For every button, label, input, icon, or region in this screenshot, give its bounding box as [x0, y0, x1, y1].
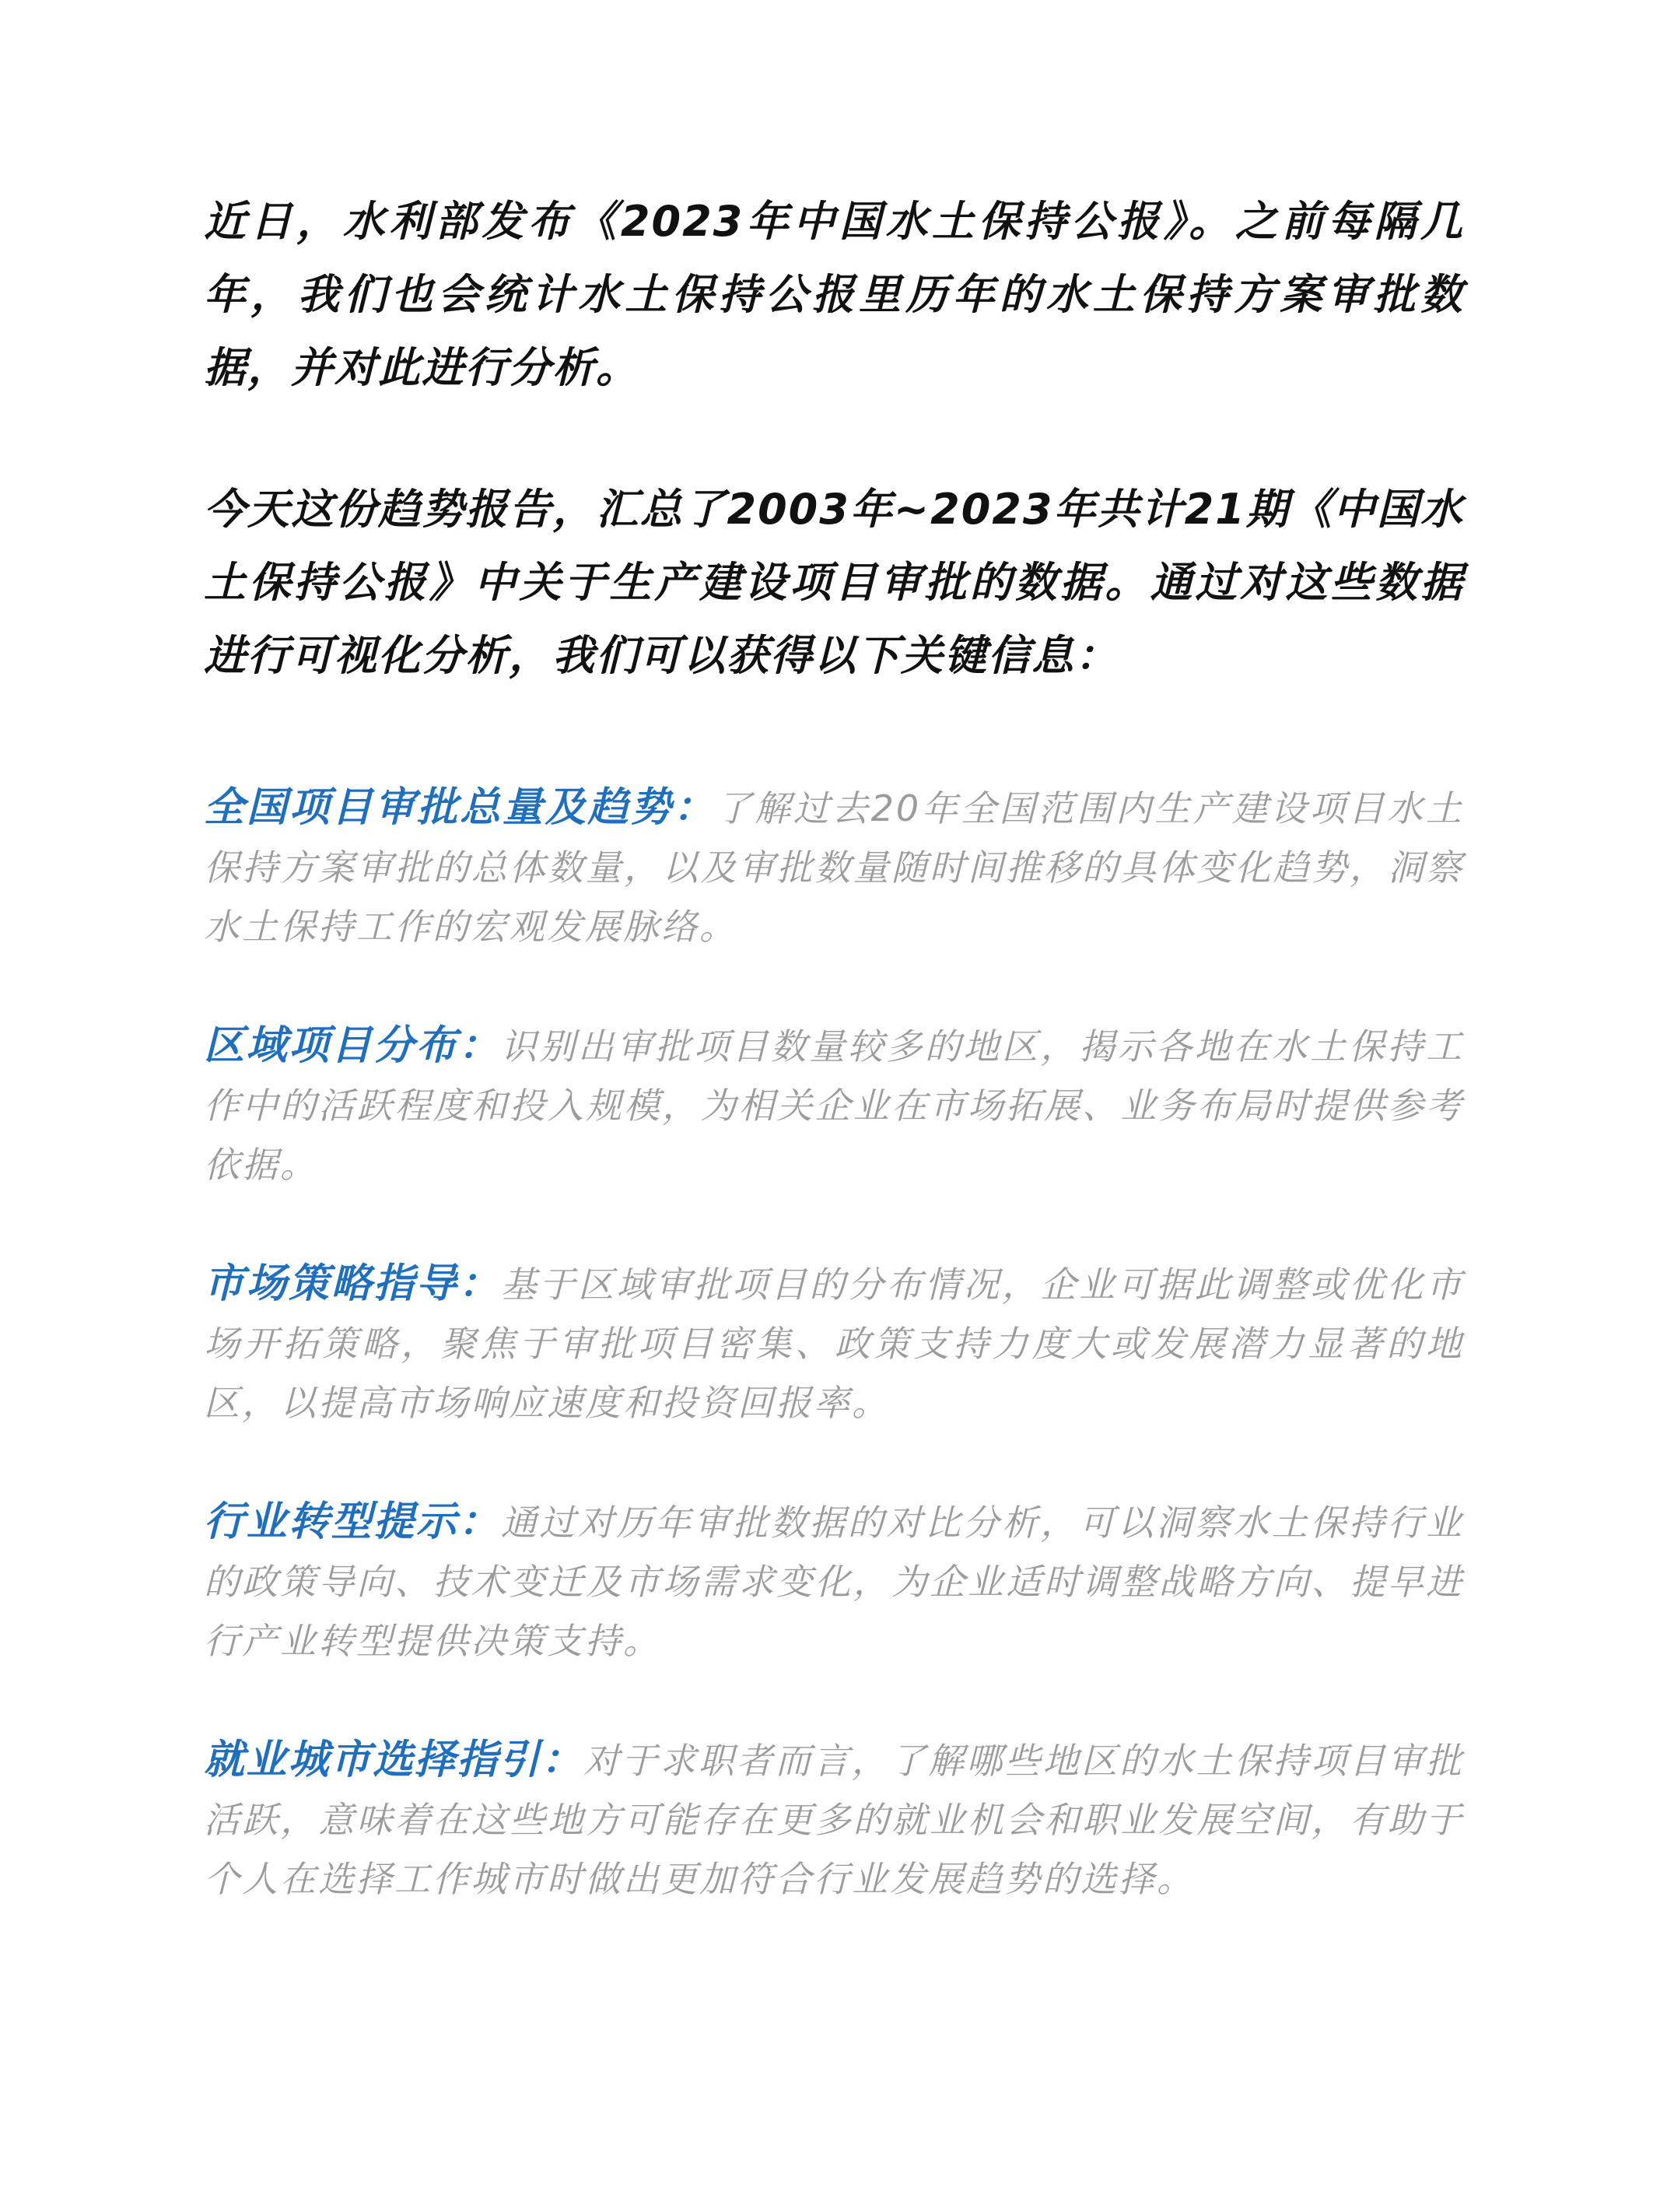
document-page: [204, 185, 1464, 1909]
summary-paragraph: 今天这份趋势报告，汇总了2003年~2023年共计21期《中国水土保持公报》中关于生产建设项目审批的数据。通过对这些数据进行可视化分析，我们可以获得以下关键信息：: [204, 485, 1464, 680]
key-point-industry-transformation: [204, 1492, 1464, 1670]
key-points-list: [204, 778, 1464, 1909]
key-point-text: 通过对历年审批数据的对比分析，可以洞察水土保持行业的政策导向、技术变迁及市场需求变化，为企业适时调整战略方向、提早进行产业转型提供决策支持。: [204, 1502, 1464, 1662]
key-point-text: 对于求职者而言，了解哪些地区的水土保持项目审批活跃，意味着在这些地方可能存在更多的就业机会和职业发展空间，有助于个人在选择工作城市时做出更加符合行业发展趋势的选择。: [204, 1740, 1464, 1900]
key-point-job-city-guide: [204, 1730, 1464, 1909]
key-point-title: 区域项目分布：: [204, 1022, 501, 1069]
key-point-title: 就业城市选择指引：: [204, 1737, 584, 1783]
key-point-text: 基于区域审批项目的分布情况，企业可据此调整或优化市场开拓策略，聚焦于审批项目密集、政策支持力度大或发展潜力显著的地区，以提高市场响应速度和投资回报率。: [204, 1264, 1464, 1424]
key-point-national-trend: [204, 778, 1464, 956]
key-point-text: 了解过去20年全国范围内生产建设项目水土保持方案审批的总体数量，以及审批数量随时间推移的具体变化趋势，洞察水土保持工作的宏观发展脉络。: [204, 787, 1464, 948]
key-point-text: 识别出审批项目数量较多的地区，揭示各地在水土保持工作中的活跃程度和投入规模，为相关企业在市场拓展、业务布局时提供参考依据。: [204, 1025, 1464, 1186]
key-point-regional-distribution: [204, 1016, 1464, 1194]
intro-paragraph: 近日，水利部发布《2023年中国水土保持公报》。之前每隔几年，我们也会统计水土保持公报里历年的水土保持方案审批数据，并对此进行分析。: [204, 197, 1464, 392]
key-point-title: 行业转型提示：: [204, 1499, 501, 1545]
key-point-title: 市场策略指导：: [204, 1260, 501, 1307]
key-point-title: 全国项目审批总量及趋势：: [204, 784, 716, 831]
key-point-market-strategy: [204, 1254, 1464, 1432]
